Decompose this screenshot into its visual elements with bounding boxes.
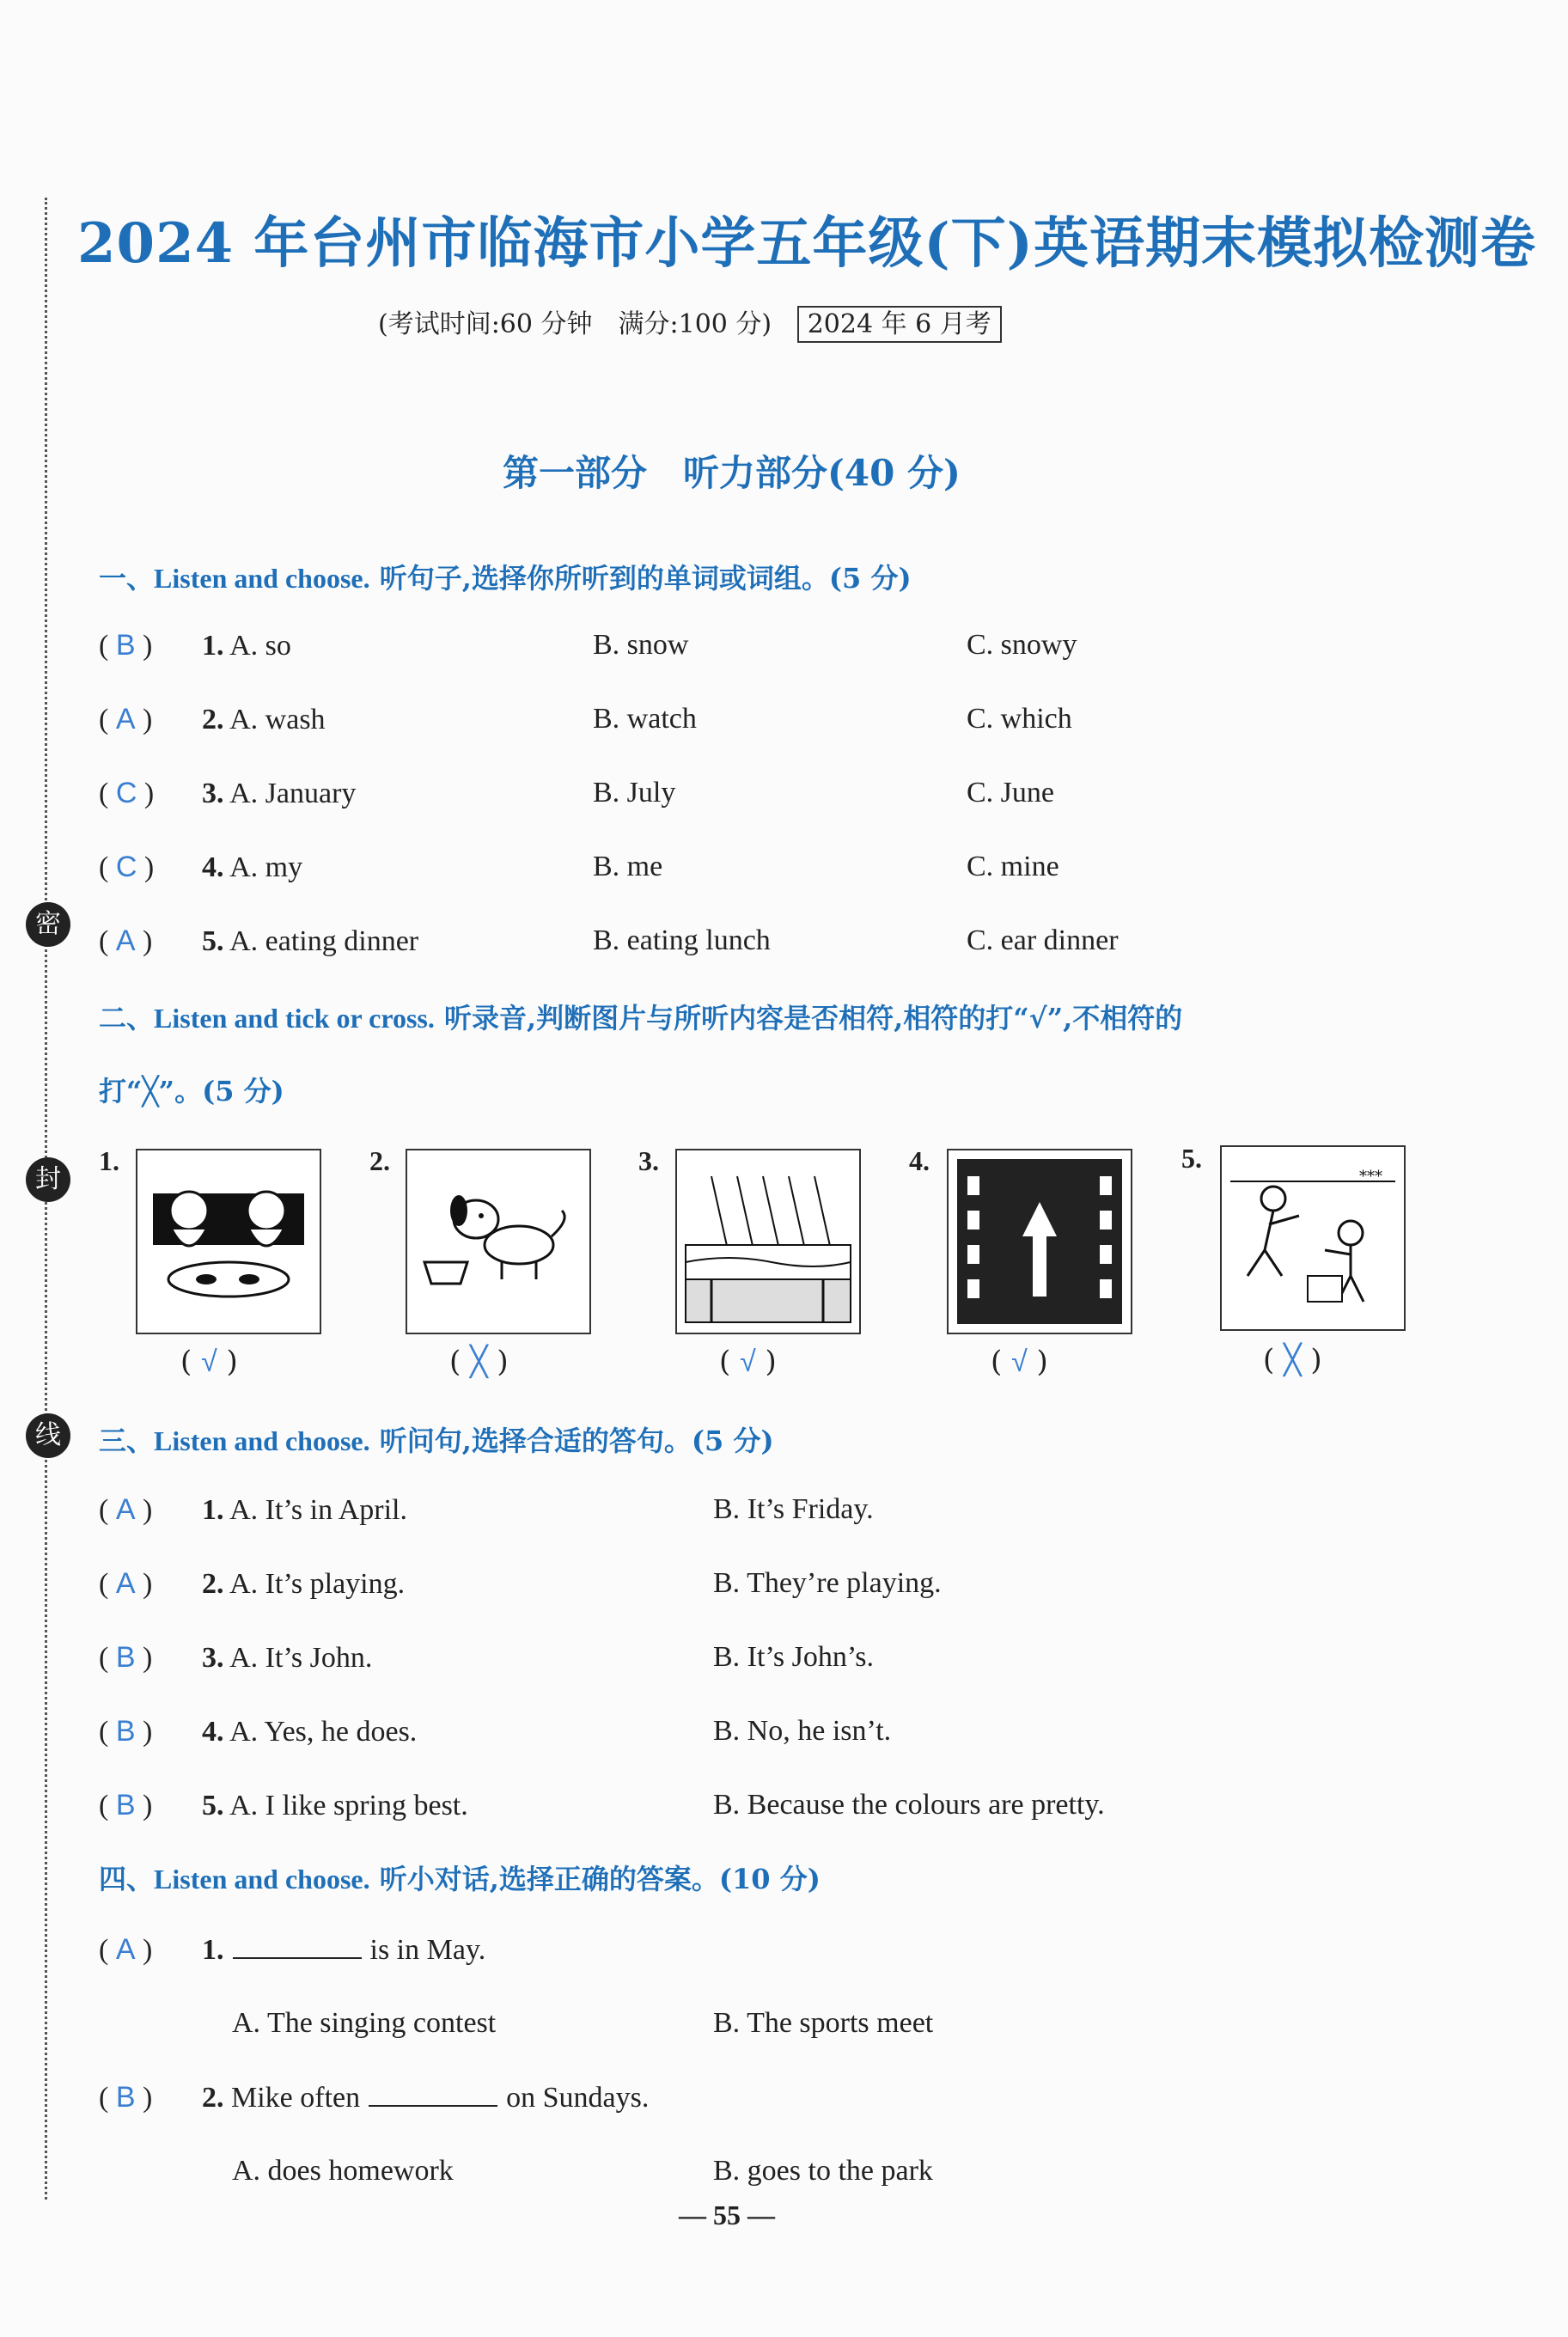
question-number: 4. xyxy=(202,1716,224,1748)
option-a: A. eating dinner xyxy=(229,925,419,957)
answer-blank xyxy=(233,1957,362,1959)
section2-en: Listen and tick or cross. xyxy=(154,1003,435,1034)
mark: √ xyxy=(740,1345,756,1378)
s1-item-2: ( A ) 2. A. wash xyxy=(99,703,326,735)
seal-mark-mi: 密 xyxy=(26,902,70,947)
answer: A xyxy=(115,1493,136,1526)
s1-item-4-c: C. mine xyxy=(967,851,1059,882)
svg-text:***: *** xyxy=(1359,1168,1382,1186)
stem-after: is in May. xyxy=(369,1934,486,1966)
option-a: A. wash xyxy=(229,704,326,735)
s1-item-3-b: B. July xyxy=(593,777,676,808)
s3-item-2: ( A ) 2. A. It’s playing. xyxy=(99,1567,406,1600)
question-number: 2. xyxy=(202,704,224,735)
question-number: 2. xyxy=(202,1568,224,1600)
option-a: A. Yes, he does. xyxy=(229,1716,418,1748)
section3-zh: 听问句,选择合适的答句。(5 分) xyxy=(369,1425,774,1457)
question-number: 1. xyxy=(202,1494,224,1526)
picture-2-dog xyxy=(406,1149,591,1334)
section2-heading xyxy=(99,997,1182,1036)
part-title: 第一部分 听力部分(40 分) xyxy=(503,452,961,494)
tick-mark-3: ( √ ) xyxy=(719,1345,777,1379)
option-a: A. It’s John. xyxy=(229,1642,373,1674)
exam-info-text: (考试时间:60 分钟 满分:100 分) xyxy=(378,309,772,339)
section2-heading-cont: 打“╳”。(5 分) xyxy=(99,1075,284,1107)
section4-prefix: 四、 xyxy=(99,1863,155,1895)
mark: ╳ xyxy=(470,1345,488,1378)
section4-heading xyxy=(99,1858,821,1897)
s1-item-5-b: B. eating lunch xyxy=(593,924,771,956)
picture-number: 2. xyxy=(369,1145,390,1176)
s3-item-1: ( A ) 1. A. It’s in April. xyxy=(99,1493,407,1526)
mark: √ xyxy=(201,1345,217,1378)
section1-zh: 听句子,选择你所听到的单词或词组。(5 分) xyxy=(369,562,912,595)
s1-item-3: ( C ) 3. A. January xyxy=(99,777,357,809)
exam-date: 2024 年 6 月考 xyxy=(797,306,1002,343)
s4-item-2-a: A. does homework xyxy=(232,2155,454,2187)
answer: A xyxy=(115,1933,136,1966)
picture-number: 5. xyxy=(1181,1143,1202,1174)
s1-item-4: ( C ) 4. A. my xyxy=(99,851,303,883)
section2-prefix: 二、 xyxy=(99,1002,155,1034)
answer: B xyxy=(115,1789,136,1821)
s4-item-2: ( B ) 2. Mike often on Sundays. xyxy=(99,2081,650,2114)
section4-en: Listen and choose. xyxy=(154,1864,370,1895)
section3-prefix: 三、 xyxy=(99,1425,155,1457)
picture-number: 1. xyxy=(99,1145,119,1176)
question-number: 4. xyxy=(202,851,224,883)
answer: A xyxy=(115,1567,136,1600)
section1-heading xyxy=(99,557,912,596)
answer: A xyxy=(115,924,136,957)
answer: A xyxy=(115,703,136,735)
s1-item-1-b: B. snow xyxy=(593,629,689,661)
picture-1-eating xyxy=(136,1149,321,1334)
question-number: 3. xyxy=(202,1642,224,1674)
s1-item-3-c: C. June xyxy=(967,777,1054,808)
question-number: 2. xyxy=(202,2082,224,2114)
answer: B xyxy=(115,1641,136,1674)
section2-zh: 听录音,判断图片与所听内容是否相符,相符的打“√”,不相符的 xyxy=(434,1002,1183,1034)
s4-item-2-b: B. goes to the park xyxy=(713,2155,933,2187)
page-number-value: 55 xyxy=(713,2200,741,2230)
question-number: 1. xyxy=(202,630,224,662)
seal-mark-feng: 封 xyxy=(26,1157,70,1202)
tick-mark-5: ( ╳ ) xyxy=(1263,1343,1322,1377)
section1-en: Listen and choose. xyxy=(154,563,370,594)
s1-item-2-b: B. watch xyxy=(593,703,697,735)
s3-item-3-b: B. It’s John’s. xyxy=(713,1641,875,1673)
stem-after: on Sundays. xyxy=(506,2082,650,2114)
section3-en: Listen and choose. xyxy=(154,1425,370,1456)
stem-before: Mike often xyxy=(231,2082,361,2114)
picture-5-playing xyxy=(1220,1145,1406,1331)
section3-heading xyxy=(99,1419,774,1459)
tick-mark-2: ( ╳ ) xyxy=(449,1345,509,1379)
picture-3-rain xyxy=(675,1149,861,1334)
s3-item-4-b: B. No, he isn’t. xyxy=(713,1715,892,1747)
option-a: A. January xyxy=(229,778,357,809)
page-title: 2024 年台州市临海市小学五年级(下)英语期末模拟检测卷 xyxy=(77,211,1536,276)
option-a: A. It’s in April. xyxy=(229,1494,407,1526)
question-number: 3. xyxy=(202,778,224,809)
option-a: A. so xyxy=(229,630,291,662)
question-number: 5. xyxy=(202,1790,224,1821)
picture-number: 4. xyxy=(909,1145,930,1176)
s4-item-1: ( A ) 1. is in May. xyxy=(99,1933,486,1966)
s1-item-5-c: C. ear dinner xyxy=(967,924,1119,956)
answer: C xyxy=(115,777,137,809)
tick-mark-4: ( √ ) xyxy=(991,1345,1048,1379)
option-a: A. It’s playing. xyxy=(229,1568,406,1600)
seal-mark-xian: 线 xyxy=(26,1413,70,1458)
s1-item-1: ( B ) 1. A. so xyxy=(99,629,291,662)
page-number: — 55 — xyxy=(679,2200,775,2230)
s3-item-5: ( B ) 5. A. I like spring best. xyxy=(99,1789,468,1821)
s1-item-5: ( A ) 5. A. eating dinner xyxy=(99,924,419,957)
question-number: 1. xyxy=(202,1934,224,1966)
s1-item-2-c: C. which xyxy=(967,703,1072,735)
s1-item-1-c: C. snowy xyxy=(967,629,1077,661)
s4-item-1-b: B. The sports meet xyxy=(713,2007,934,2039)
option-a: A. my xyxy=(229,851,303,883)
section1-prefix: 一、 xyxy=(99,562,155,595)
mark: √ xyxy=(1011,1345,1028,1378)
section4-zh: 听小对话,选择正确的答案。(10 分) xyxy=(369,1863,821,1895)
answer: B xyxy=(115,629,136,662)
s3-item-1-b: B. It’s Friday. xyxy=(713,1493,874,1525)
answer: C xyxy=(115,851,137,883)
s3-item-5-b: B. Because the colours are pretty. xyxy=(713,1789,1105,1821)
answer-blank xyxy=(369,2105,497,2107)
answer: B xyxy=(115,1715,136,1748)
s3-item-2-b: B. They’re playing. xyxy=(713,1567,942,1599)
mark: ╳ xyxy=(1284,1344,1302,1376)
answer: B xyxy=(115,2081,136,2114)
s1-item-4-b: B. me xyxy=(593,851,663,882)
exam-info xyxy=(378,302,1002,340)
s3-item-4: ( B ) 4. A. Yes, he does. xyxy=(99,1715,418,1748)
option-a: A. I like spring best. xyxy=(229,1790,468,1821)
picture-4-film xyxy=(947,1149,1132,1334)
picture-number: 3. xyxy=(638,1145,659,1176)
question-number: 5. xyxy=(202,925,224,957)
s4-item-1-a: A. The singing contest xyxy=(232,2007,497,2039)
s3-item-3: ( B ) 3. A. It’s John. xyxy=(99,1641,373,1674)
tick-mark-1: ( √ ) xyxy=(180,1345,238,1379)
